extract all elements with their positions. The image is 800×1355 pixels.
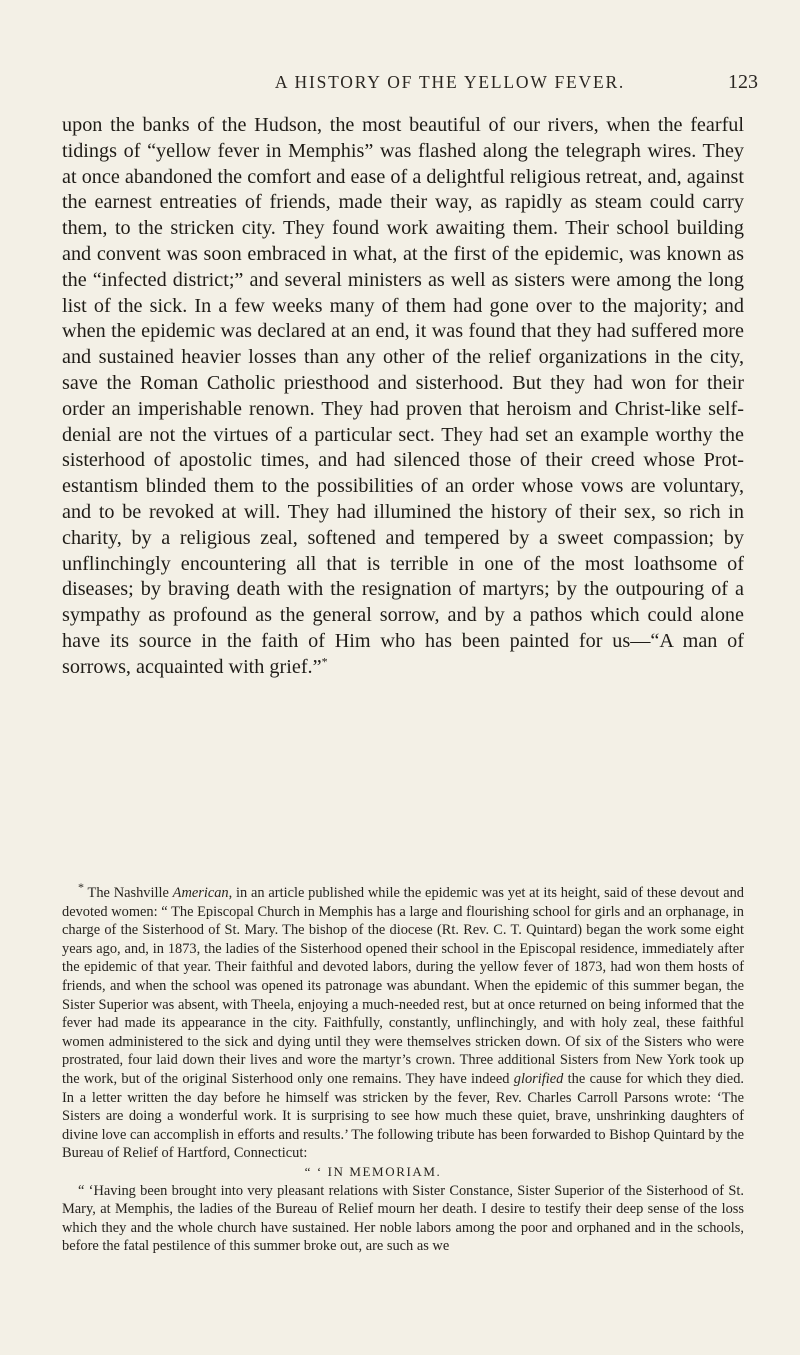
newspaper-name: American [172, 885, 229, 901]
footnote-text-part-2: the cause for which they died. In a letter written the day before he himself was stricken by the fever, Rev. Charles Carroll Parsons wrote: ‘The Sisters are doing a wonderful work. It is surprising to see how much these quiet, brave, unshrinking daughters of divine love can accomplish in efforts and results.’ The following tribute has been forwarded to Bishop Quintard by the Bureau of Relief of Hartford, Connecticut: [62, 1070, 744, 1162]
emphasized-word: glorified [513, 1070, 564, 1087]
footnote-paragraph [62, 880, 744, 1163]
main-paragraph [62, 113, 744, 681]
footnote-text-part-1: , in an article published while the epidemic was yet at its height, said of these devout and devoted women: “ The Episcopal Church in Memphis has a large and flourishing school for girls and an orphanage, in charge of the Sisterhood of St. Mary. The bishop of the diocese (Rt. Rev. C. T. Quintard) began the work some eight years ago, and, in 1873, the ladies of the Sisterhood opened their school in the Episcopal residence, immediately after the epidemic of that year. Their faithful and devoted labors, during the yellow fever of 1873, had won them hosts of friends, and when the school was opened its patronage was abundant. When the epidemic of this summer began, the Sister Superior was absent, with Theela, enjoying a much-needed rest, but at once returned on being informed that the fever had made its appearance in the city. Faithfully, constantly, unflinchingly, and with holy zeal, these faithful women administered to the sick and dying until they were themselves stricken down. Of six of the Sisters who were prostrated, four laid down their lives and wore the martyr’s crown. Three additional Sisters from New York took up the work, but of the original Sisterhood only one remains. They have indeed [62, 885, 744, 1087]
memoriam-paragraph: “ ‘Having been brought into very pleasant relations with Sister Constance, Sister Superior of the Sisterhood of St. Mary, at Memphis, the ladies of the Bureau of Relief mourn her death. I desire to testify their deep sense of the loss which they and the whole church have sustained. Her noble labors among the poor and orphaned and in the schools, before the fatal pestilence of this summer broke out, are such as we [62, 1182, 744, 1255]
memoriam-heading: “ ‘ IN MEMORIAM. [304, 1163, 442, 1179]
running-title: A HISTORY OF THE YELLOW FEVER. [274, 72, 626, 92]
running-head [0, 67, 800, 97]
footnote-reference-marker: * [321, 654, 328, 668]
footnote [62, 880, 744, 1256]
footnote-marker: * [78, 880, 84, 895]
main-paragraph-text: upon the banks of the Hudson, the most beautiful of our rivers, when the fearful tidings of “yellow fever in Memphis” was flashed along the telegraph wires. They at once abandoned the comfort and ease of a delightful religious retreat, and, against the earnest entreaties of friends, made their way, as rapidly as steam could carry them, to the stricken city. They found work awaiting them. Their school building and convent was soon embraced in what, at the first of the epidemic, was known as the “infected district;” and several ministers as well as sisters were among the long list of the sick. In a few weeks many of them had gone over to the majority; and when the epidemic was declared at an end, it was found that they had suffered more and sustained heavier losses than any other of the relief organizations in the city, save the Roman Catholic priesthood and sisterhood. But they had won for their order an imperishable renown. They had proven that heroism and Christ-like self-denial are not the virtues of a particular sect. They had set an example worthy the sisterhood of apostolic times, and had silenced those of their creed whose Protestantism blinded them to the possibilities of an order whose vows are voluntary, and to be revoked at will. They had illumined the history of their sex, so rich in charity, by a religious zeal, softened and tempered by a sweet compassion; by unflinchingly encountering all that is terrible in one of the most loathsome of diseases; by braving death with the resignation of martyrs; by the outpouring of a sympathy as profound as the general sorrow, and by a pathos which could alone have its source in the faith of Him who has been painted for us—“A man of sorrows, acquainted with grief.” [62, 114, 744, 678]
page-number: 123 [728, 71, 758, 93]
footnote-lead: The Nashville [87, 885, 173, 901]
